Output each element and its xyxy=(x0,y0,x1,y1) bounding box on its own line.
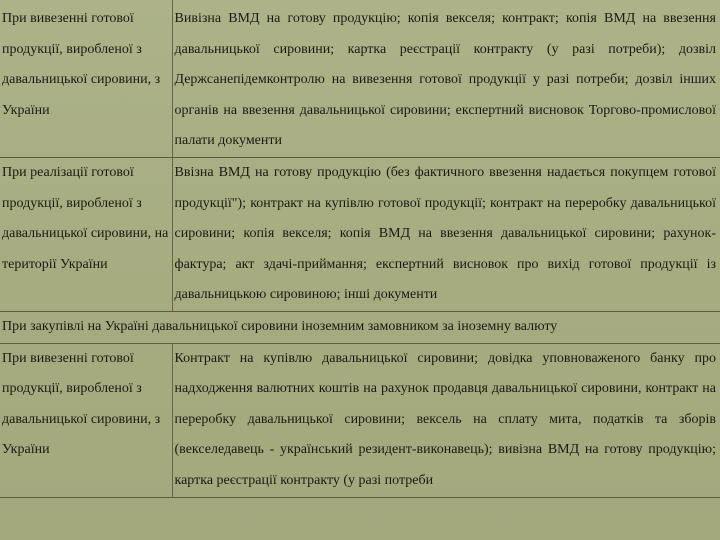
documents-cell: Ввізна ВМД на готову продукцію (без фактичного ввезення надається покупцем готової продукції"); контракт на купівлю готової продукції; контракт на переробку давальницької сировини; копія векселя; копія ВМД на ввезення давальницької сировини; рахунок-фактура; акт здачі-приймання; експертний висновок про вихід готової продукції із давальницькою сировиною; інші документи xyxy=(172,157,720,311)
table-row xyxy=(0,343,720,497)
condition-cell: При вивезенні готової продукції, виробленої з давальницької сировини, з України xyxy=(0,0,172,157)
documents-cell: Контракт на купівлю давальницької сировини; довідка уповноваженого банку про надходження валютних коштів на рахунок продавця давальницької сировини, контракт на переробку давальницької сировини; вексель на сплату мита, податків та зборів (векселедавець - український резидент-виконавець); вивізна ВМД на готову продукцію; картка реєстрації контракту (у разі потреби xyxy=(172,343,720,497)
table-row xyxy=(0,157,720,311)
table-row xyxy=(0,0,720,157)
section-heading: При закупівлі на Україні давальницької сировини іноземним замовником за іноземну валюту xyxy=(0,311,720,343)
condition-cell: При вивезенні готової продукції, виробленої з давальницької сировини, з України xyxy=(0,343,172,497)
documents-cell: Вивізна ВМД на готову продукцію; копія векселя; контракт; копія ВМД на ввезення давальницької сировини; картка реєстрації контракту (у разі потреби); дозвіл Держсанепідемконтролю на вивезення готової продукції у разі потреби; дозвіл інших органів на ввезення давальницької сировини; експертний висновок Торгово-промислової палати документи xyxy=(172,0,720,157)
condition-cell: При реалізації готової продукції, виробленої з давальницької сировини, на території України xyxy=(0,157,172,311)
section-heading-row xyxy=(0,311,720,343)
